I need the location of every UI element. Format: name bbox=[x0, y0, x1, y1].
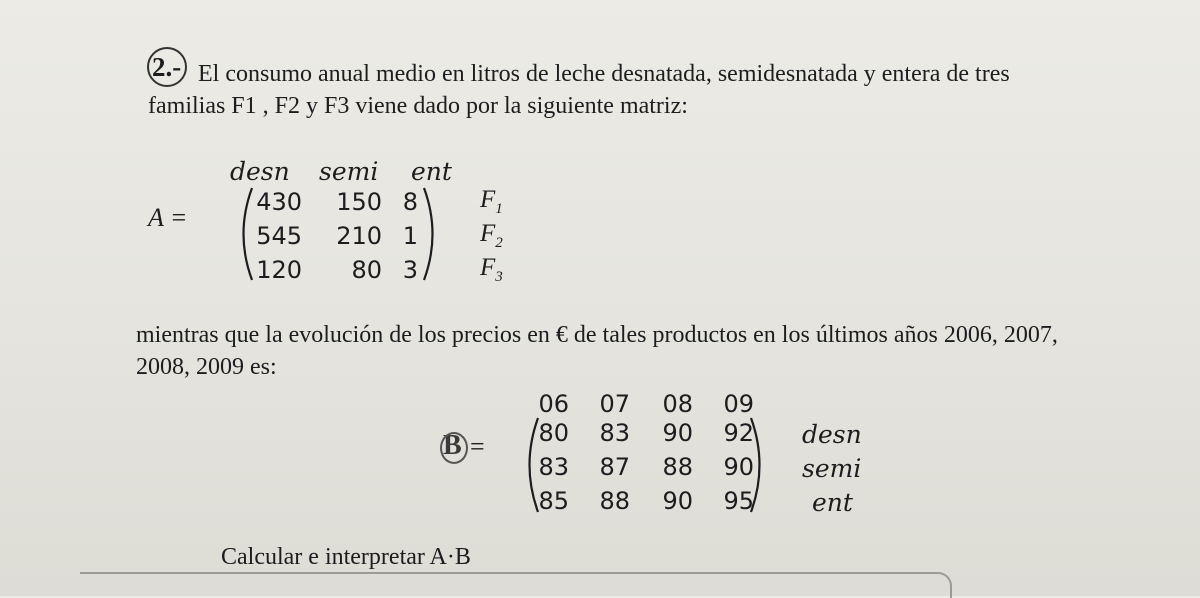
matrix-a-row-label: $F_2$ bbox=[480, 220, 503, 251]
matrix-b-name: B bbox=[440, 430, 470, 464]
matrix-a-cell: 8 bbox=[402, 188, 418, 216]
matrix-a-col-header: desn bbox=[230, 157, 290, 186]
matrix-b-name-scribble bbox=[440, 432, 468, 464]
matrix-a-cell: 150 bbox=[336, 188, 382, 216]
matrix-b-cell: 85 bbox=[538, 487, 569, 515]
matrix-b-cell: 87 bbox=[599, 453, 630, 481]
matrix-b-cell: 88 bbox=[599, 487, 630, 515]
matrix-b-cell: 90 bbox=[662, 487, 693, 515]
matrix-b-row-label: semi bbox=[802, 454, 862, 483]
matrix-b-cell: 80 bbox=[538, 419, 569, 447]
prices-text-line-1: mientras que la evolución de los precios en € de tales productos en los últimos años 2006, 2007, bbox=[136, 322, 1058, 348]
matrix-a-row-label: $F_1$ bbox=[480, 186, 503, 217]
matrix-b-col-header: 06 bbox=[538, 390, 569, 418]
prices-text-line-2: 2008, 2009 es: bbox=[136, 354, 277, 380]
matrix-b-cell: 90 bbox=[723, 453, 754, 481]
matrix-a-cell: 120 bbox=[256, 256, 302, 284]
matrix-b-cell: 88 bbox=[662, 453, 693, 481]
matrix-a-cell: 210 bbox=[336, 222, 382, 250]
matrix-a-cell: 545 bbox=[256, 222, 302, 250]
matrix-a-right-paren bbox=[420, 186, 444, 282]
matrix-b-col-header: 09 bbox=[723, 390, 754, 418]
matrix-b-cell: 95 bbox=[723, 487, 754, 515]
matrix-b-equals: = bbox=[470, 432, 485, 461]
matrix-b-row-label: ent bbox=[812, 488, 853, 517]
matrix-b-col-header: 07 bbox=[599, 390, 630, 418]
matrix-b-cell: 83 bbox=[538, 453, 569, 481]
problem-number: 2.- bbox=[152, 52, 182, 82]
matrix-a-cell: 430 bbox=[256, 188, 302, 216]
matrix-a-row-label: $F_3$ bbox=[480, 254, 503, 285]
matrix-a-cell: 3 bbox=[402, 256, 418, 284]
matrix-a-cell: 1 bbox=[402, 222, 418, 250]
task-text: Calcular e interpretar A·B bbox=[221, 544, 471, 570]
matrix-a-cell: 80 bbox=[351, 256, 382, 284]
matrix-b-col-header: 08 bbox=[662, 390, 693, 418]
matrix-b-cell: 92 bbox=[723, 419, 754, 447]
matrix-b-row-label: desn bbox=[802, 420, 862, 449]
answer-box-edge bbox=[80, 572, 952, 598]
matrix-a-col-header: ent bbox=[411, 157, 452, 186]
matrix-a-name: A = bbox=[148, 203, 188, 232]
matrix-b-cell: 90 bbox=[662, 419, 693, 447]
matrix-a-col-header: semi bbox=[319, 157, 379, 186]
problem-text-line-2: familias F1 , F2 y F3 viene dado por la siguiente matriz: bbox=[148, 93, 688, 119]
problem-text-line-1: El consumo anual medio en litros de leche desnatada, semidesnatada y entera de tres bbox=[198, 61, 1010, 87]
matrix-b-cell: 83 bbox=[599, 419, 630, 447]
